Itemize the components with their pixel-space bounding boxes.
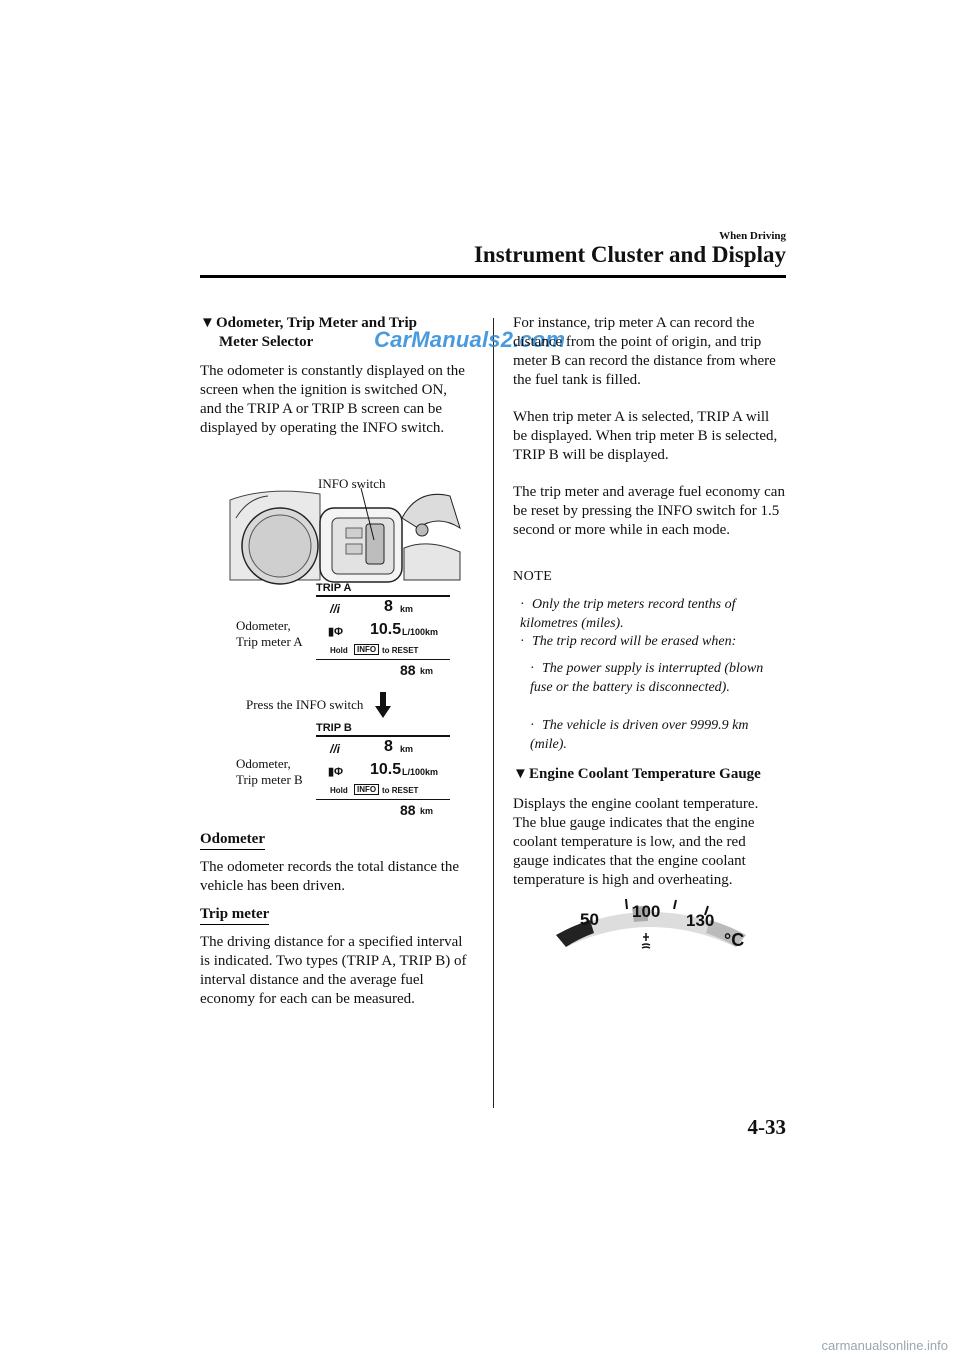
footer-watermark: carmanualsonline.info	[821, 1338, 948, 1353]
gauge-mid-label: 100	[632, 902, 661, 921]
page-title: Instrument Cluster and Display	[473, 242, 786, 267]
trip-reset-paragraph: The trip meter and average fuel economy can be reset by pressing the INFO switch for 1.5 second or more while in each mode.	[513, 484, 785, 538]
trip-distance-icon: //i	[330, 602, 341, 616]
fuel-economy-icon: ▮Φ	[328, 766, 344, 778]
bullet-icon: ·	[530, 718, 535, 733]
trip-a-title: TRIP A	[316, 582, 352, 594]
trip-distance-icon: //i	[330, 742, 341, 756]
note-item	[520, 596, 770, 633]
press-info-label: Press the INFO switch	[246, 697, 364, 712]
trip-a-distance: 8	[384, 598, 393, 615]
trip-example-paragraph: For instance, trip meter A can record the distance from the point of origin, and trip meter B can record the distance from where the fuel tank is filled.	[513, 315, 776, 388]
trip-meter-figure	[200, 470, 468, 830]
section-label: When Driving	[719, 230, 786, 242]
trip-a-odometer: 88	[400, 662, 416, 678]
note-item	[520, 633, 770, 652]
header-rule	[200, 275, 786, 278]
watermark: CarManuals2.com	[374, 327, 566, 352]
trip-b-distance-unit: km	[400, 744, 414, 754]
bullet-icon: ·	[530, 661, 535, 676]
trip-b-display	[316, 722, 450, 822]
trip-a-display	[316, 582, 450, 682]
trip-b-reset: to RESET	[382, 786, 419, 795]
odometer-section-heading	[200, 314, 468, 352]
trip-b-title: TRIP B	[316, 722, 352, 734]
trip-b-odometer-unit: km	[420, 806, 434, 816]
fuel-economy-icon: ▮Φ	[328, 626, 344, 638]
label-trip-b-line2: Trip meter B	[236, 772, 303, 787]
trip-meter-paragraph: The driving distance for a specified interval is indicated. Two types (TRIP A, TRIP B) of interval distance and the average fuel economy for each can be measured.	[200, 934, 467, 1007]
trip-b-info-badge: INFO	[354, 784, 379, 795]
trip-b-odometer: 88	[400, 802, 416, 818]
note-text-2: The trip record will be erased when:	[532, 634, 737, 649]
heading-line-2: Meter Selector	[219, 334, 314, 350]
triangle-bullet-icon: ▼	[200, 315, 215, 331]
trip-b-hold: Hold	[330, 786, 348, 795]
intro-paragraph: The odometer is constantly displayed on the screen when the ignition is switched ON, and the TRIP A or TRIP B screen can be displayed by operating the INFO switch.	[200, 363, 465, 436]
label-trip-a-line2: Trip meter A	[236, 634, 303, 649]
trip-selection-paragraph: When trip meter A is selected, TRIP A will be displayed. When trip meter B is selected, TRIP B will be displayed.	[513, 409, 778, 463]
trip-a-reset: to RESET	[382, 646, 419, 655]
trip-b-distance: 8	[384, 738, 393, 755]
coolant-heading-text: Engine Coolant Temperature Gauge	[529, 766, 761, 782]
trip-b-economy: 10.5	[370, 761, 402, 778]
note-label: NOTE	[513, 569, 553, 584]
info-switch-label: INFO switch	[318, 476, 386, 491]
gauge-high-label: 130	[686, 911, 715, 930]
page-number: 4-33	[747, 1115, 786, 1139]
odometer-paragraph: The odometer records the total distance the vehicle has been driven.	[200, 859, 460, 894]
label-trip-a-line1: Odometer,	[236, 618, 291, 633]
note-text-2a: The power supply is interrupted (blown fuse or the battery is disconnected).	[530, 661, 764, 695]
down-arrow-icon	[375, 692, 391, 718]
note-subitem	[530, 717, 770, 754]
coolant-section-heading	[513, 765, 785, 784]
trip-b-economy-unit: L/100km	[402, 767, 439, 777]
trip-a-distance-unit: km	[400, 604, 414, 614]
gauge-unit-label: °C	[724, 930, 745, 950]
note-text-2b: The vehicle is driven over 9999.9 km (mile).	[530, 718, 749, 752]
trip-a-hold: Hold	[330, 646, 348, 655]
steering-wheel-illustration	[228, 488, 464, 588]
trip-a-odometer-unit: km	[420, 666, 434, 676]
gauge-low-label: 50	[580, 910, 599, 929]
heading-line-1: Odometer, Trip Meter and Trip	[216, 315, 417, 331]
note-subitem	[530, 660, 770, 697]
column-divider	[493, 318, 494, 1108]
label-trip-b-line1: Odometer,	[236, 756, 291, 771]
coolant-paragraph: Displays the engine coolant temperature. The blue gauge indicates that the engine coolant temperature is low, and the red gauge indicates that the engine coolant temperature is high and overheating.	[513, 796, 759, 888]
bullet-icon: ·	[520, 634, 525, 649]
trip-a-economy: 10.5	[370, 621, 402, 638]
bullet-icon: ·	[520, 597, 525, 612]
note-text-1: Only the trip meters record tenths of kilometres (miles).	[520, 597, 736, 631]
odometer-subheading: Odometer	[200, 831, 265, 850]
trip-a-info-badge: INFO	[354, 644, 379, 655]
trip-a-economy-unit: L/100km	[402, 627, 439, 637]
trip-meter-subheading: Trip meter	[200, 906, 269, 925]
triangle-bullet-icon: ▼	[513, 766, 528, 782]
